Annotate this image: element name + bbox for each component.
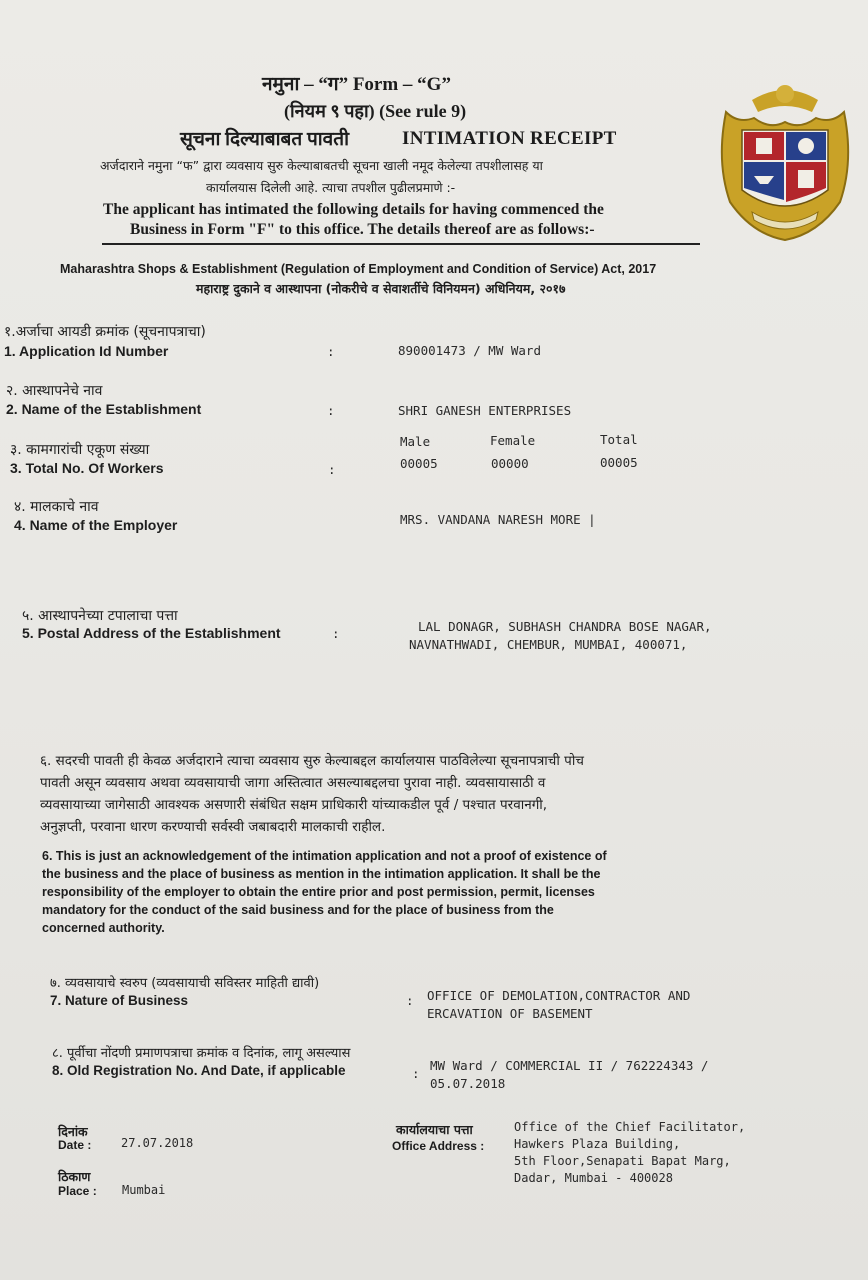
old-registration-line-1: MW Ward / COMMERCIAL II / 762224343 /	[430, 1058, 709, 1073]
note-6-marathi-line-4: अनुज्ञप्ती, परवाना धारण करण्याची सर्वस्वी जबाबदारी मालकाची राहील.	[40, 819, 386, 835]
field-1-colon: :	[327, 344, 335, 359]
intro-marathi-line-2: कार्यालयास दिलेली आहे. त्याचा तपशील पुढीलप्रमाणे :-	[206, 180, 456, 195]
postal-address-line-1: LAL DONAGR, SUBHASH CHANDRA BOSE NAGAR,	[418, 619, 712, 634]
male-header: Male	[400, 434, 431, 449]
field-3-label-marathi: ३. कामगारांची एकूण संख्या	[10, 442, 150, 458]
rule-reference: (नियम ९ पहा) (See rule 9)	[284, 101, 467, 121]
act-title-marathi: महाराष्ट्र दुकाने व आस्थापना (नोकरीचे व सेवाशर्तीचे विनियमन) अधिनियम, २०१७	[196, 281, 566, 296]
municipal-crest-logo	[712, 72, 858, 246]
application-id-value: 890001473 / MW Ward	[398, 343, 541, 358]
place-label-marathi: ठिकाण	[58, 1169, 91, 1184]
field-7-label: 7. Nature of Business	[50, 993, 189, 1008]
field-8-label: 8. Old Registration No. And Date, if applicable	[52, 1063, 346, 1078]
field-4-label: 4. Name of the Employer	[14, 517, 178, 533]
office-address-label: Office Address :	[392, 1139, 485, 1153]
office-address-line-4: Dadar, Mumbai - 400028	[514, 1171, 673, 1185]
total-count: 00005	[600, 455, 638, 470]
old-registration-line-2: 05.07.2018	[430, 1076, 506, 1091]
field-8-label-marathi: ८. पूर्वीचा नोंदणी प्रमाणपत्राचा क्रमांक व दिनांक, लागू असल्यास	[52, 1046, 351, 1061]
employer-name-value: MRS. VANDANA NARESH MORE |	[400, 512, 596, 527]
field-7-colon: :	[406, 993, 414, 1008]
field-8-colon: :	[412, 1066, 420, 1081]
field-3-label: 3. Total No. Of Workers	[10, 460, 164, 476]
date-label-marathi: दिनांक	[58, 1124, 88, 1139]
office-address-line-3: 5th Floor,Senapati Bapat Marg,	[514, 1154, 731, 1168]
nature-of-business-line-1: OFFICE OF DEMOLATION,CONTRACTOR AND	[427, 988, 691, 1003]
field-2-colon: :	[327, 403, 335, 418]
field-3-colon: :	[328, 462, 336, 477]
title-marathi: सूचना दिल्याबाबत पावती	[180, 129, 349, 150]
field-4-label-marathi: ४. मालकाचे नाव	[14, 499, 99, 515]
field-2-label: 2. Name of the Establishment	[6, 401, 202, 417]
act-title-english: Maharashtra Shops & Establishment (Regulation of Employment and Condition of Service) Act, 2017	[60, 262, 657, 276]
intro-marathi-line-1: अर्जदाराने नमुना “फ” द्वारा व्यवसाय सुरु केल्याबाबतची सूचना खाली नमूद केलेल्या तपशीलासह या	[100, 158, 543, 173]
office-address-line-1: Office of the Chief Facilitator,	[514, 1120, 746, 1134]
field-5-label-marathi: ५. आस्थापनेच्या टपालाचा पत्ता	[22, 608, 178, 624]
date-label: Date :	[58, 1138, 92, 1152]
place-value: Mumbai	[122, 1183, 166, 1197]
establishment-name-value: SHRI GANESH ENTERPRISES	[398, 403, 572, 418]
intro-english-line-2: Business in Form "F" to this office. The details thereof are as follows:-	[130, 221, 595, 238]
field-5-label: 5. Postal Address of the Establishment	[22, 625, 281, 641]
note-6-marathi-line-1: ६. सदरची पावती ही केवळ अर्जदाराने त्याचा व्यवसाय सुरु केल्याबद्दल कार्यालयास पाठविलेल्या सूचनापत्राची पोच	[40, 753, 584, 769]
note-6-english-line-3: responsibility of the employer to obtain the entire prior and post permission, permit, licenses	[42, 885, 595, 899]
nature-of-business-line-2: ERCAVATION OF BASEMENT	[427, 1006, 593, 1021]
field-2-label-marathi: २. आस्थापनेचे नाव	[6, 383, 103, 399]
header-divider	[102, 243, 700, 245]
intro-english-line-1: The applicant has intimated the following details for having commenced the	[103, 201, 604, 218]
total-header: Total	[600, 432, 638, 447]
male-count: 00005	[400, 456, 438, 471]
note-6-marathi-line-2: पावती असून व्यवसाय अथवा व्यवसायाची जागा अस्तित्वात असल्याबद्दलचा पुरावा नाही. व्यवसायासाठी व	[40, 775, 546, 791]
form-number: नमुना – “ग” Form – “G”	[262, 74, 451, 95]
postal-address-line-2: NAVNATHWADI, CHEMBUR, MUMBAI, 400071,	[409, 637, 688, 652]
field-7-label-marathi: ७. व्यवसायाचे स्वरुप (व्यवसायाची सविस्तर माहिती द्यावी)	[50, 976, 320, 991]
office-label-marathi: कार्यालयाचा पत्ता	[396, 1122, 473, 1137]
note-6-marathi-line-3: व्यवसायाच्या जागेसाठी आवश्यक असणारी संबंधित सक्षम प्राधिकारी यांच्याकडील पूर्व / पश्चात परवानगी,	[40, 797, 548, 813]
title-english: INTIMATION RECEIPT	[402, 128, 617, 149]
note-6-english-line-1: 6. This is just an acknowledgement of the intimation application and not a proof of existence of	[42, 849, 607, 863]
field-1-label-marathi: १.अर्जाचा आयडी क्रमांक (सूचनापत्राचा)	[4, 324, 206, 340]
note-6-english-line-2: the business and the place of business as mention in the intimation application. It shall be the	[42, 867, 601, 881]
field-1-label: 1. Application Id Number	[4, 343, 169, 359]
note-6-english-line-5: concerned authority.	[42, 921, 165, 935]
field-5-colon: :	[332, 626, 340, 641]
female-count: 00000	[491, 456, 529, 471]
female-header: Female	[490, 433, 536, 448]
office-address-line-2: Hawkers Plaza Building,	[514, 1137, 681, 1151]
date-value: 27.07.2018	[121, 1136, 194, 1150]
note-6-english-line-4: mandatory for the conduct of the said business and for the place of business from the	[42, 903, 554, 917]
place-label: Place :	[58, 1184, 97, 1198]
